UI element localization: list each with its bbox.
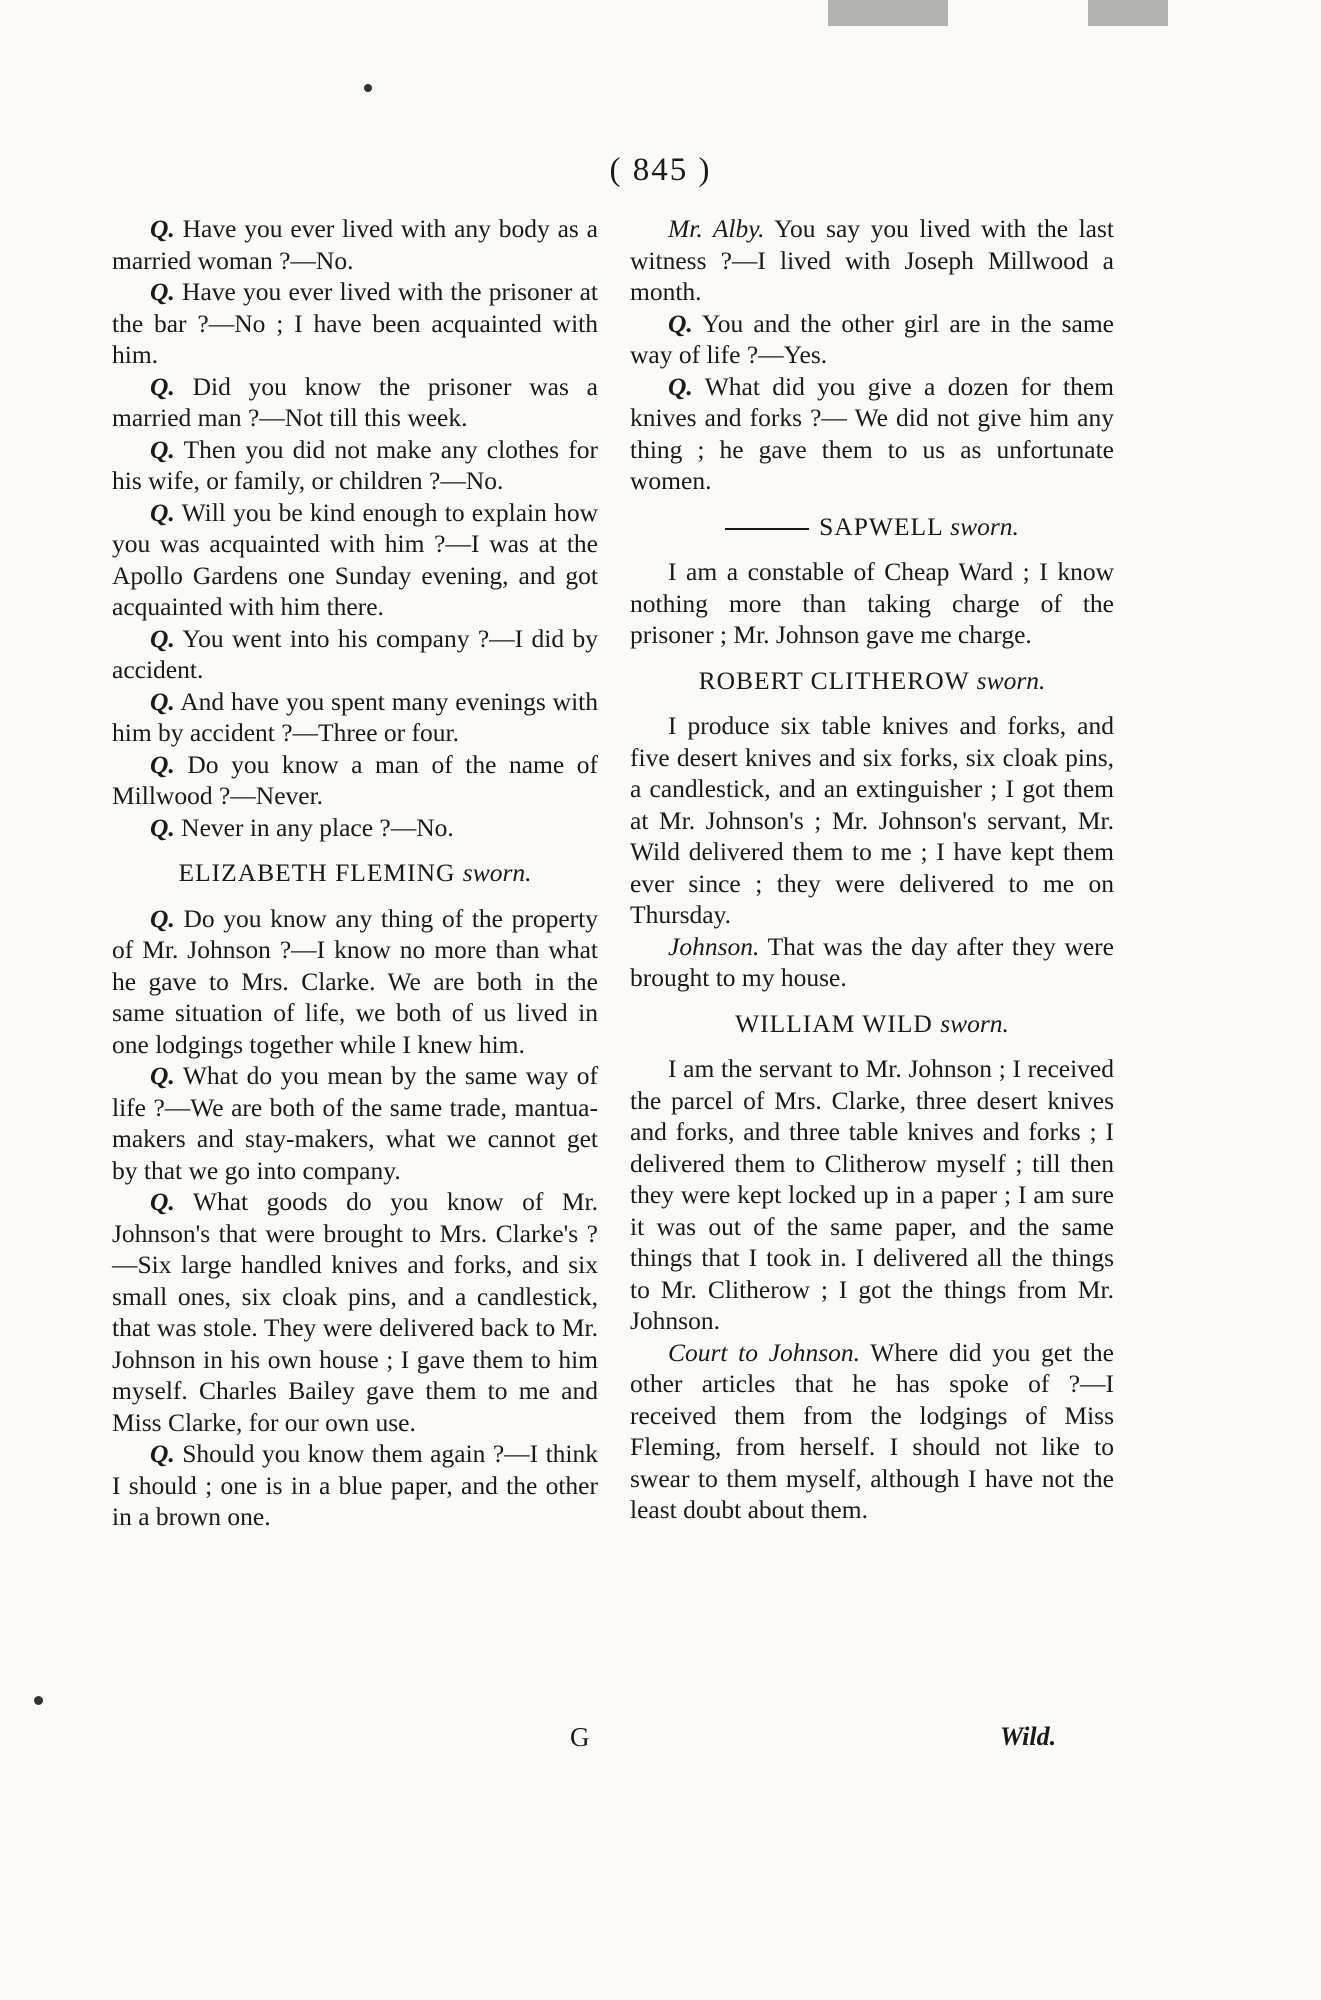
ink-blot	[364, 84, 372, 92]
paragraph-text: I am the servant to Mr. Johnson ; I received the parcel of Mrs. Clarke, three desert knives and forks, and three table knives and forks ; I delivered them to Clitherow myself ; till then they were kept locked up in a paper ; I am sure it was out of the same paper, and the same things that I took in. I delivered all the things to Mr. Clitherow ; I got the things from Mr. Johnson.	[630, 1054, 1114, 1335]
question-mark-q: Q.	[150, 749, 175, 779]
question-mark-q: Q.	[150, 214, 175, 243]
sworn-label: sworn.	[950, 511, 1019, 541]
spacer	[630, 542, 1114, 556]
question-paragraph	[112, 371, 598, 434]
question-mark-q: Q.	[150, 1061, 175, 1090]
question-mark-q: Q.	[150, 1187, 175, 1216]
speaker-paragraph	[630, 931, 1114, 994]
paragraph-text: What do you mean by the same way of life ?—We are both of the same trade, mantua-makers and stay-makers, what we cannot get by that we go into company.	[112, 1061, 598, 1185]
question-paragraph	[112, 749, 598, 812]
question-paragraph	[112, 276, 598, 371]
question-paragraph	[630, 371, 1114, 497]
question-paragraph	[112, 623, 598, 686]
question-mark-q: Q.	[150, 1439, 175, 1468]
speaker-paragraph	[630, 1337, 1114, 1526]
question-mark-q: Q.	[150, 686, 175, 716]
paragraph-text: What did you give a dozen for them knives and forks ?— We did not give him any thing ; he gave them to us as unfortunate women.	[630, 371, 1114, 495]
spacer	[630, 696, 1114, 710]
paragraph-text: And have you spent many evenings with him by accident ?—Three or four.	[112, 686, 599, 747]
signature-mark: G	[570, 1722, 590, 1752]
paragraph-text: Did you know the prisoner was a married man ?—Not till this week.	[112, 371, 598, 432]
speaker-paragraph	[630, 213, 1114, 308]
speaker-name: Court to Johnson.	[668, 1337, 861, 1367]
question-paragraph	[112, 213, 598, 276]
catchword: Wild.	[1000, 1722, 1057, 1751]
testimony-paragraph	[630, 1053, 1114, 1337]
paragraph-text: Should you know them again ?—I think I should ; one is in a blue paper, and the other in a brown one.	[112, 1439, 599, 1531]
question-paragraph	[112, 434, 598, 497]
paragraph-text: Have you ever lived with the prisoner at the bar ?—No ; I have been acquainted with him.	[112, 277, 598, 369]
speaker-name: Johnson.	[668, 931, 760, 961]
question-mark-q: Q.	[668, 371, 693, 401]
question-mark-q: Q.	[150, 812, 175, 842]
page-number: ( 845 )	[609, 152, 712, 188]
spacer	[630, 651, 1114, 665]
right-column	[630, 213, 1114, 1526]
paragraph-text: You went into his company ?—I did by accident.	[112, 623, 598, 684]
question-paragraph	[112, 1438, 598, 1533]
question-mark-q: Q.	[150, 277, 175, 306]
paragraph-text: Then you did not make any clothes for his wife, or family, or children ?—No.	[112, 434, 598, 495]
question-mark-q: Q.	[150, 371, 175, 401]
paragraph-text: That was the day after they were brought to my house.	[630, 931, 1114, 992]
sworn-label: sworn.	[940, 1008, 1009, 1038]
spacer	[630, 1039, 1114, 1053]
spacer	[112, 889, 598, 903]
speaker-name: Mr. Alby.	[668, 214, 765, 243]
witness-heading	[630, 1008, 1114, 1040]
ink-blot	[34, 1696, 43, 1705]
paragraph-text: What goods do you know of Mr. Johnson's that were brought to Mrs. Clarke's ?—Six large handled knives and forks, and six small ones, six cloak pins, and a candlestick, that was stole. They were delivered back to Mr. Johnson in his own house ; I gave them to him myself. Charles Bailey gave them to me and Miss Clarke, for our own use.	[112, 1187, 598, 1437]
heading-rule	[725, 528, 809, 530]
question-paragraph	[112, 686, 598, 749]
witness-heading	[630, 665, 1114, 697]
question-paragraph	[630, 308, 1114, 371]
testimony-paragraph	[630, 710, 1114, 931]
paragraph-text: Never in any place ?—No.	[181, 812, 454, 842]
paragraph-text: Will you be kind enough to explain how you was acquainted with him ?—I was at the Apollo Gardens one Sunday evening, and got acquainted with him there.	[112, 497, 599, 621]
paragraph-text: Do you know any thing of the property of Mr. Johnson ?—I know no more than what he gave to Mrs. Clarke. We are both in the same situation of life, we both of us lived in one lodgings together while I knew him.	[112, 903, 598, 1059]
question-paragraph	[112, 903, 598, 1061]
question-mark-q: Q.	[150, 497, 175, 527]
paragraph-text: You say you lived with the last witness ?—I lived with Joseph Millwood a month.	[630, 214, 1114, 306]
sworn-label: sworn.	[462, 858, 532, 887]
spacer	[630, 994, 1114, 1008]
question-paragraph	[112, 1186, 598, 1438]
paragraph-text: You and the other girl are in the same way of life ?—Yes.	[630, 308, 1114, 369]
question-mark-q: Q.	[668, 308, 693, 338]
paragraph-text: Do you know a man of the name of Millwood ?—Never.	[112, 749, 598, 810]
question-mark-q: Q.	[150, 434, 175, 464]
spacer	[112, 843, 598, 857]
paragraph-text: Where did you get the other articles that he has spoke of ?—I received them from the lodgings of Miss Fleming, from herself. I should not like to swear to them myself, although I have not the least doubt about them.	[630, 1337, 1114, 1524]
testimony-paragraph	[630, 556, 1114, 651]
left-column	[112, 213, 598, 1533]
witness-name: ROBERT CLITHEROW	[698, 665, 970, 695]
witness-heading	[630, 511, 1114, 543]
witness-name: ELIZABETH FLEMING	[178, 858, 456, 887]
question-mark-q: Q.	[150, 903, 175, 933]
paragraph-text: I am a constable of Cheap Ward ; I know nothing more than taking charge of the prisoner ; Mr. Johnson gave me charge.	[630, 557, 1114, 649]
scan-mark	[1088, 0, 1168, 26]
question-paragraph	[112, 1060, 598, 1186]
question-paragraph	[112, 812, 598, 844]
paragraph-text: Have you ever lived with any body as a married woman ?—No.	[112, 214, 598, 275]
paragraph-text: I produce six table knives and forks, and five desert knives and six forks, six cloak pins, a candlestick, and an extinguisher ; I got them at Mr. Johnson's ; Mr. Johnson's servant, Mr. Wild delivered them to me ; I have kept them ever since ; they were delivered to me on Thursday.	[630, 711, 1114, 929]
question-mark-q: Q.	[150, 623, 175, 653]
scan-mark	[828, 0, 948, 26]
question-paragraph	[112, 497, 598, 623]
sworn-label: sworn.	[976, 665, 1046, 695]
witness-name: WILLIAM WILD	[735, 1008, 933, 1038]
spacer	[630, 497, 1114, 511]
witness-name: SAPWELL	[819, 511, 943, 541]
witness-heading	[112, 857, 598, 889]
